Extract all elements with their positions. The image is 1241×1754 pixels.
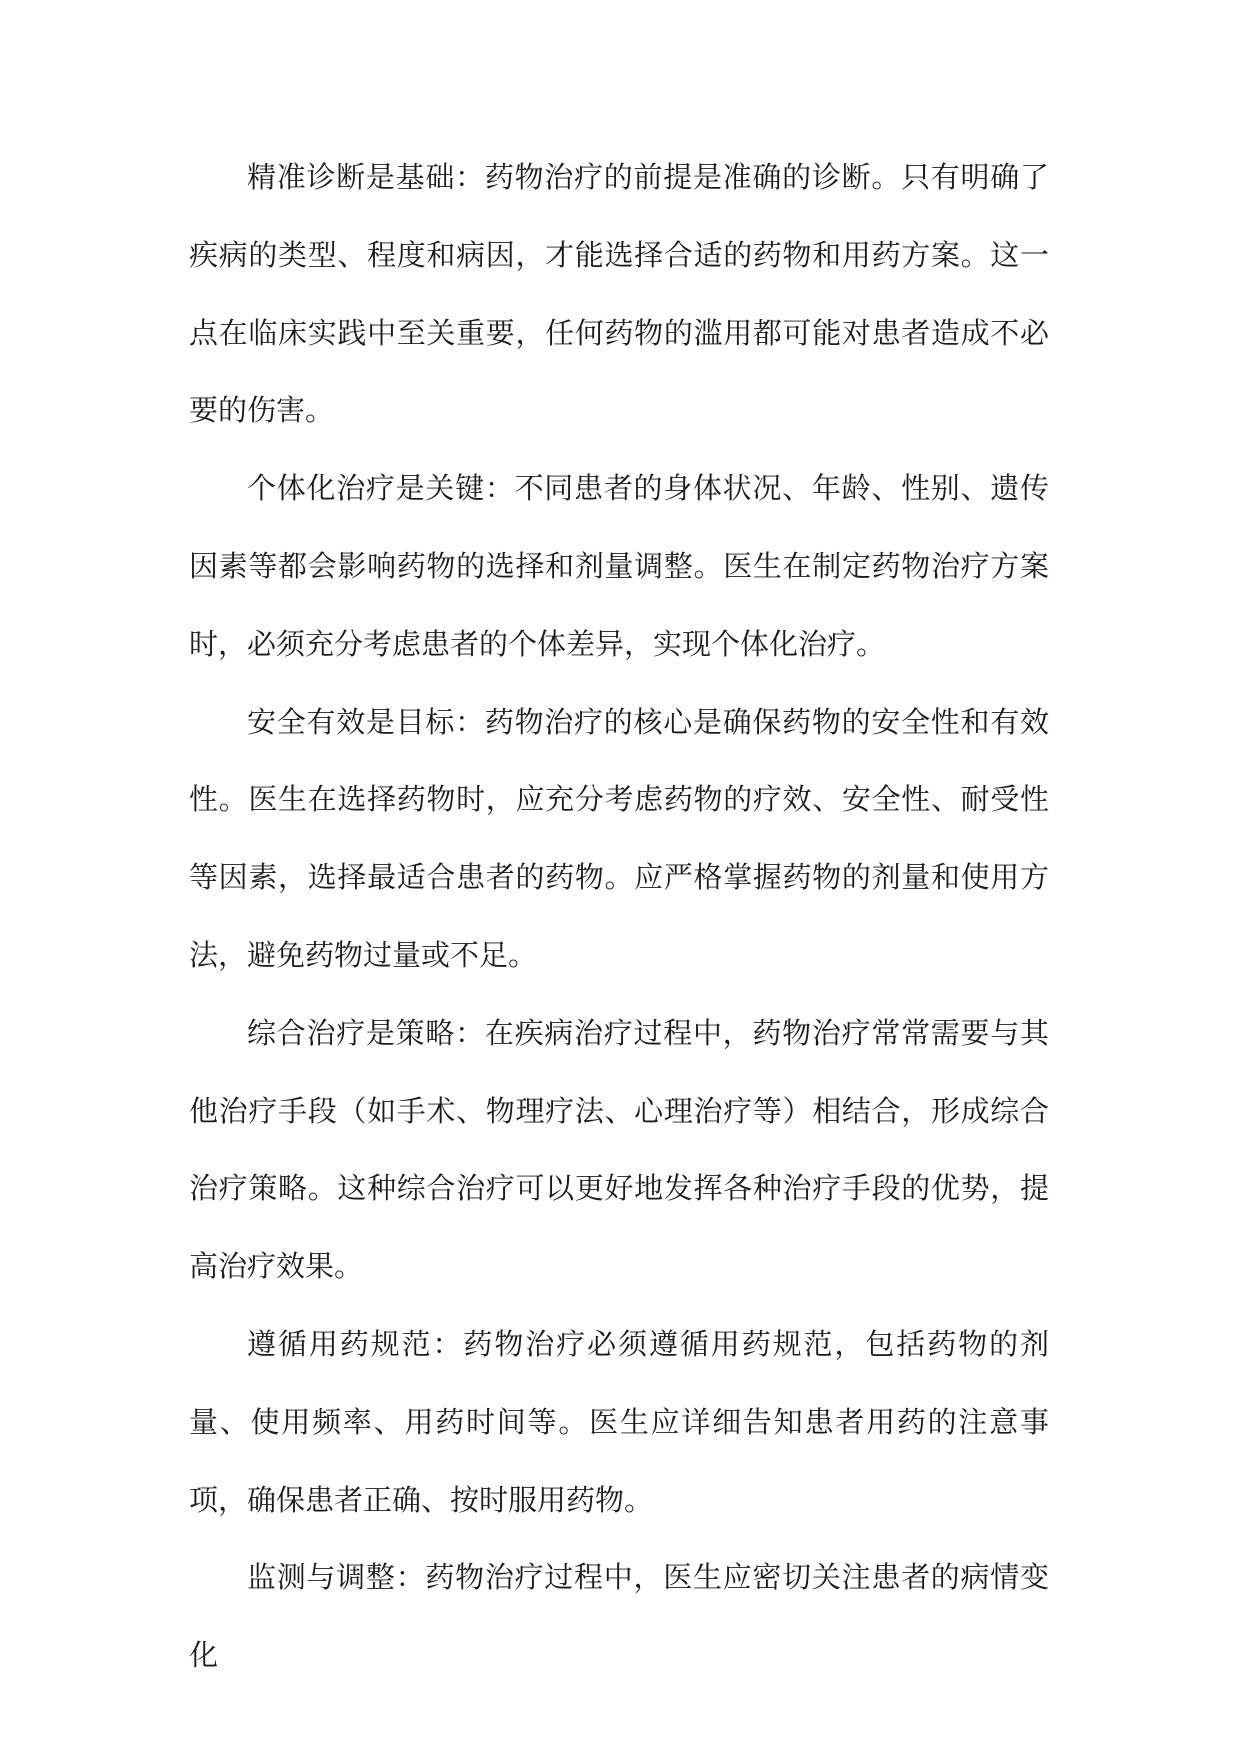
paragraph-monitoring-adjustment: 监测与调整：药物治疗过程中，医生应密切关注患者的病情变化 [189,1560,1049,1673]
paragraph-medication-standards: 遵循用药规范：药物治疗必须遵循用药规范，包括药物的剂量、使用频率、用药时间等。医生应详细告知患者用药的注意事项，确保患者正确、按时服用药物。 [189,1326,1049,1517]
paragraph-individualized-treatment: 个体化治疗是关键：不同患者的身体状况、年龄、性别、遗传因素等都会影响药物的选择和剂量调整。医生在制定药物治疗方案时，必须充分考虑患者的个体差异，实现个体化治疗。 [189,471,1049,661]
paragraph-precise-diagnosis: 精准诊断是基础：药物治疗的前提是准确的诊断。只有明确了疾病的类型、程度和病因，才能选择合适的药物和用药方案。这一点在临床实践中至关重要，任何药物的滥用都可能对患者造成不必要的伤害。 [189,160,1049,428]
document-body [189,139,1049,1695]
paragraph-safety-efficacy: 安全有效是目标：药物治疗的核心是确保药物的安全性和有效性。医生在选择药物时，应充分考虑药物的疗效、安全性、耐受性等因素，选择最适合患者的药物。应严格掌握药物的剂量和使用方法，避免药物过量或不足。 [189,704,1049,972]
paragraph-comprehensive-treatment: 综合治疗是策略：在疾病治疗过程中，药物治疗常常需要与其他治疗手段（如手术、物理疗法、心理治疗等）相结合，形成综合治疗策略。这种综合治疗可以更好地发挥各种治疗手段的优势，提高治疗效果。 [189,1015,1049,1284]
